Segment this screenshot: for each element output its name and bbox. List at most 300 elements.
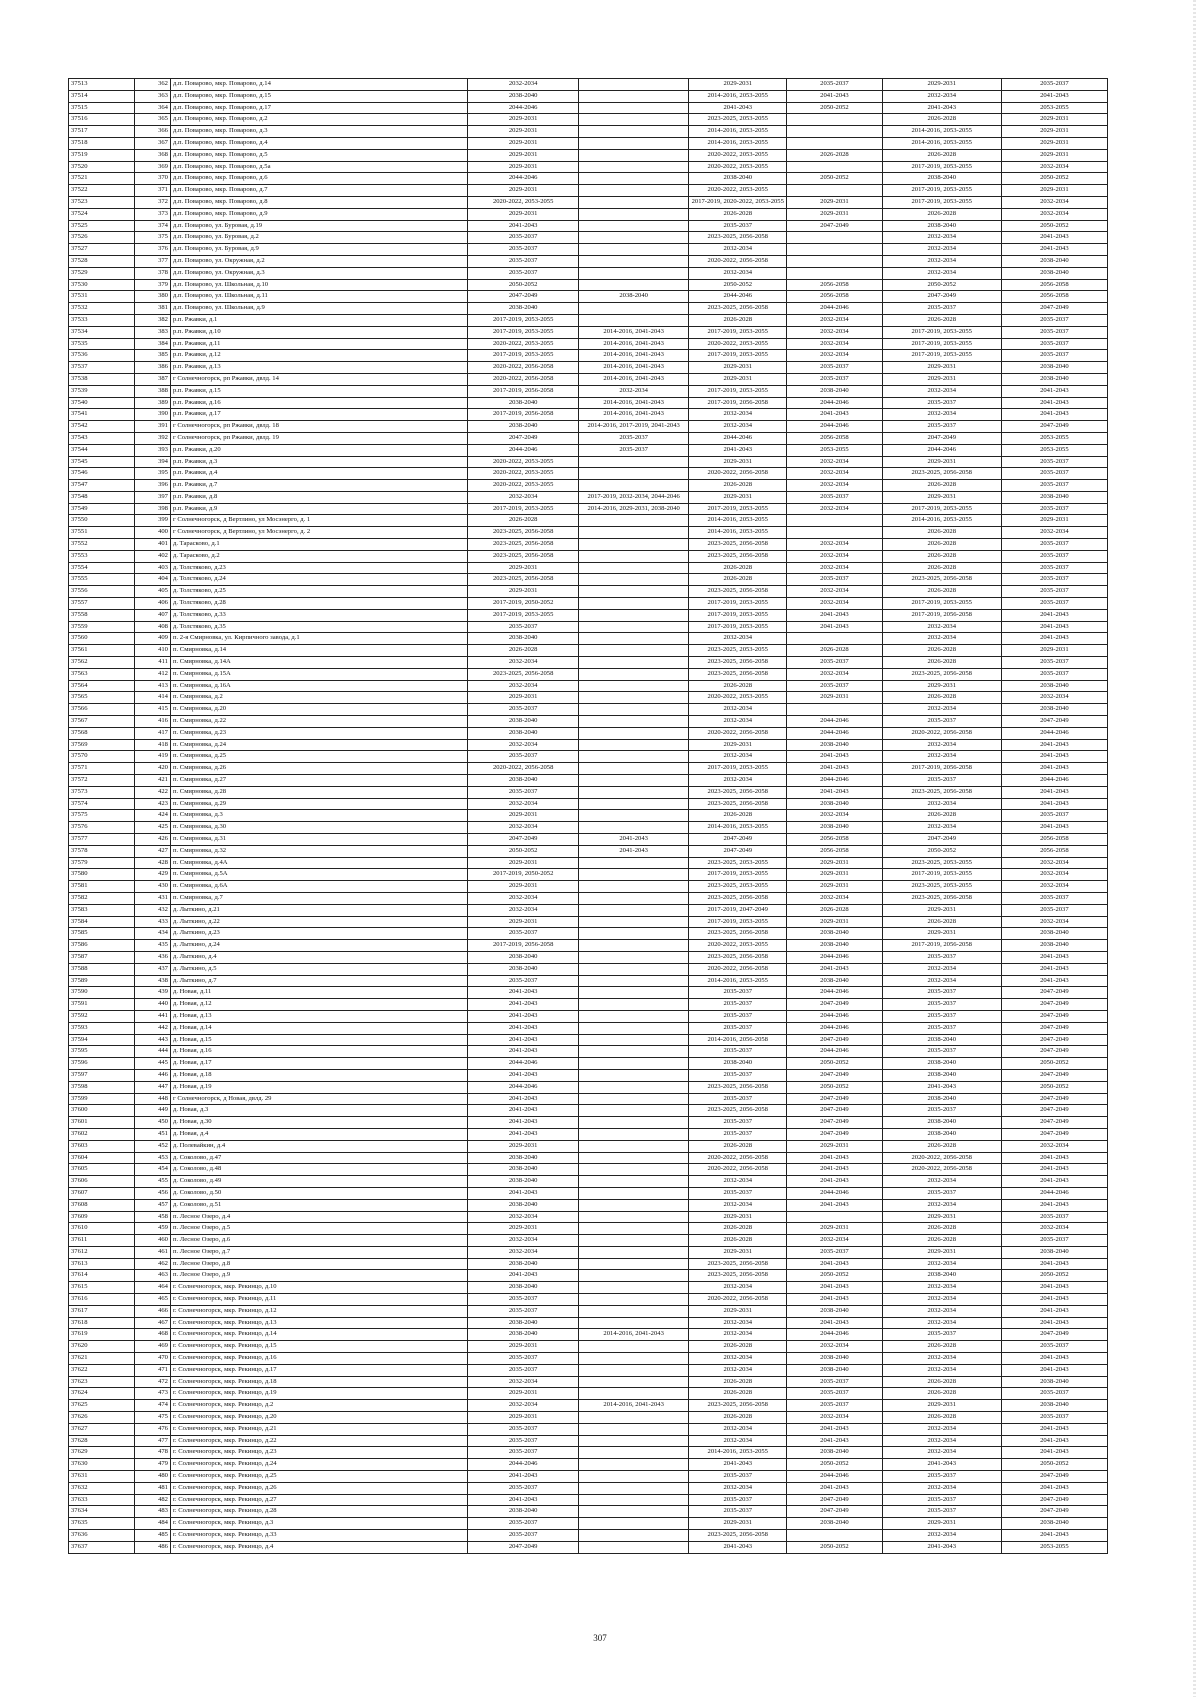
- period-2-cell: [578, 1223, 688, 1235]
- address-cell: п. Смирновка, д.2: [170, 692, 467, 704]
- period-6-cell: 2038-2040: [1001, 680, 1107, 692]
- period-2-cell: [578, 1246, 688, 1258]
- period-2-cell: [578, 1341, 688, 1353]
- table-row: [69, 1435, 1108, 1447]
- table-row: [69, 137, 1108, 149]
- address-cell: д. Новая, д.16: [170, 1046, 467, 1058]
- period-2-cell: [578, 1164, 688, 1176]
- period-3-cell: 2023-2025, 2056-2058: [689, 1400, 787, 1412]
- period-3-cell: 2020-2022, 2053-2055: [689, 692, 787, 704]
- period-2-cell: [578, 645, 688, 657]
- period-1-cell: 2029-2031: [468, 810, 578, 822]
- period-5-cell: 2035-2037: [882, 1471, 1001, 1483]
- period-3-cell: 2023-2025, 2056-2058: [689, 539, 787, 551]
- address-cell: г. Солнечногорск, мкр. Рекинцо, д.25: [170, 1471, 467, 1483]
- record-id-cell: 37529: [69, 267, 135, 279]
- record-id-cell: 37528: [69, 255, 135, 267]
- period-3-cell: 2017-2019, 2053-2055: [689, 916, 787, 928]
- row-number-cell: 367: [134, 137, 170, 149]
- period-3-cell: 2035-2037: [689, 1022, 787, 1034]
- period-3-cell: 2032-2034: [689, 1482, 787, 1494]
- period-2-cell: [578, 1211, 688, 1223]
- record-id-cell: 37573: [69, 786, 135, 798]
- period-1-cell: 2041-2043: [468, 1022, 578, 1034]
- period-1-cell: 2041-2043: [468, 1046, 578, 1058]
- period-6-cell: 2047-2049: [1001, 421, 1107, 433]
- period-4-cell: [787, 515, 883, 527]
- table-row: [69, 940, 1108, 952]
- table-row: [69, 798, 1108, 810]
- period-1-cell: 2044-2046: [468, 173, 578, 185]
- period-3-cell: 2032-2034: [689, 1176, 787, 1188]
- table-row: [69, 881, 1108, 893]
- period-4-cell: 2044-2046: [787, 421, 883, 433]
- address-cell: п. Смирновка, д.30: [170, 822, 467, 834]
- row-number-cell: 369: [134, 161, 170, 173]
- period-1-cell: 2044-2046: [468, 1459, 578, 1471]
- period-2-cell: [578, 1117, 688, 1129]
- period-5-cell: 2032-2034: [882, 975, 1001, 987]
- period-3-cell: 2026-2028: [689, 680, 787, 692]
- period-1-cell: 2017-2019, 2050-2052: [468, 598, 578, 610]
- table-row: [69, 1211, 1108, 1223]
- period-2-cell: [578, 1317, 688, 1329]
- record-id-cell: 37515: [69, 102, 135, 114]
- address-cell: р.п. Ржавки, д.13: [170, 362, 467, 374]
- period-2-cell: [578, 137, 688, 149]
- table-row: [69, 1270, 1108, 1282]
- period-6-cell: 2041-2043: [1001, 1423, 1107, 1435]
- period-6-cell: 2041-2043: [1001, 739, 1107, 751]
- period-1-cell: 2038-2040: [468, 1317, 578, 1329]
- record-id-cell: 37536: [69, 350, 135, 362]
- record-id-cell: 37563: [69, 668, 135, 680]
- period-2-cell: [578, 1187, 688, 1199]
- record-id-cell: 37562: [69, 657, 135, 669]
- address-cell: д. Лыткино, д.5: [170, 963, 467, 975]
- period-1-cell: 2035-2037: [468, 255, 578, 267]
- period-6-cell: 2041-2043: [1001, 409, 1107, 421]
- period-1-cell: 2038-2040: [468, 1282, 578, 1294]
- record-id-cell: 37560: [69, 633, 135, 645]
- period-5-cell: 2026-2028: [882, 480, 1001, 492]
- period-6-cell: 2032-2034: [1001, 1223, 1107, 1235]
- period-6-cell: 2050-2052: [1001, 1058, 1107, 1070]
- period-2-cell: [578, 1388, 688, 1400]
- period-3-cell: 2020-2022, 2053-2055: [689, 338, 787, 350]
- record-id-cell: 37630: [69, 1459, 135, 1471]
- row-number-cell: 457: [134, 1199, 170, 1211]
- period-4-cell: 2047-2049: [787, 1093, 883, 1105]
- address-cell: г. Солнечногорск, мкр. Рекинцо, д.26: [170, 1482, 467, 1494]
- table-row: [69, 692, 1108, 704]
- period-2-cell: [578, 916, 688, 928]
- period-4-cell: 2050-2052: [787, 1459, 883, 1471]
- address-cell: г. Солнечногорск, мкр. Рекинцо, д.21: [170, 1423, 467, 1435]
- period-1-cell: 2029-2031: [468, 1341, 578, 1353]
- period-1-cell: 2038-2040: [468, 421, 578, 433]
- period-1-cell: 2029-2031: [468, 161, 578, 173]
- period-1-cell: 2038-2040: [468, 775, 578, 787]
- period-2-cell: [578, 798, 688, 810]
- period-6-cell: 2035-2037: [1001, 456, 1107, 468]
- row-number-cell: 462: [134, 1258, 170, 1270]
- period-4-cell: 2044-2046: [787, 951, 883, 963]
- period-5-cell: 2035-2037: [882, 1329, 1001, 1341]
- record-id-cell: 37628: [69, 1435, 135, 1447]
- record-id-cell: 37611: [69, 1235, 135, 1247]
- table-row: [69, 232, 1108, 244]
- period-1-cell: 2047-2049: [468, 1541, 578, 1553]
- period-3-cell: 2023-2025, 2053-2055: [689, 857, 787, 869]
- period-6-cell: 2035-2037: [1001, 562, 1107, 574]
- period-2-cell: [578, 810, 688, 822]
- table-row: [69, 1541, 1108, 1553]
- period-4-cell: 2050-2052: [787, 173, 883, 185]
- period-5-cell: 2032-2034: [882, 1447, 1001, 1459]
- table-row: [69, 987, 1108, 999]
- address-cell: д. Толстяково, д.25: [170, 586, 467, 598]
- row-number-cell: 453: [134, 1152, 170, 1164]
- address-cell: р.п. Ржавки, д.7: [170, 480, 467, 492]
- table-row: [69, 822, 1108, 834]
- address-cell: д.п. Поварово, мкр. Поварово, д.9: [170, 208, 467, 220]
- address-cell: п. Смирновка, д.5А: [170, 869, 467, 881]
- record-id-cell: 37564: [69, 680, 135, 692]
- period-5-cell: 2023-2025, 2053-2055: [882, 857, 1001, 869]
- period-2-cell: [578, 668, 688, 680]
- record-id-cell: 37608: [69, 1199, 135, 1211]
- record-id-cell: 37583: [69, 904, 135, 916]
- period-2-cell: [578, 892, 688, 904]
- address-cell: р.п. Ржавки, д.9: [170, 503, 467, 515]
- period-5-cell: 2032-2034: [882, 739, 1001, 751]
- period-2-cell: [578, 126, 688, 138]
- period-5-cell: 2026-2028: [882, 1341, 1001, 1353]
- period-1-cell: 2038-2040: [468, 951, 578, 963]
- period-3-cell: 2032-2034: [689, 633, 787, 645]
- period-5-cell: 2023-2025, 2056-2058: [882, 468, 1001, 480]
- period-6-cell: 2035-2037: [1001, 1412, 1107, 1424]
- period-4-cell: [787, 255, 883, 267]
- period-2-cell: [578, 185, 688, 197]
- period-1-cell: 2035-2037: [468, 1435, 578, 1447]
- period-3-cell: 2032-2034: [689, 244, 787, 256]
- period-2-cell: [578, 1459, 688, 1471]
- period-2-cell: [578, 598, 688, 610]
- period-5-cell: 2032-2034: [882, 1176, 1001, 1188]
- address-cell: д. Тарасково, д.1: [170, 539, 467, 551]
- period-3-cell: 2035-2037: [689, 1069, 787, 1081]
- period-4-cell: 2032-2034: [787, 1341, 883, 1353]
- period-5-cell: 2029-2031: [882, 1518, 1001, 1530]
- period-5-cell: 2026-2028: [882, 550, 1001, 562]
- row-number-cell: 389: [134, 397, 170, 409]
- period-1-cell: 2041-2043: [468, 1270, 578, 1282]
- period-4-cell: 2035-2037: [787, 657, 883, 669]
- period-3-cell: 2020-2022, 2056-2058: [689, 255, 787, 267]
- period-3-cell: 2017-2019, 2053-2055: [689, 385, 787, 397]
- scan-edge: [1193, 0, 1196, 1697]
- table-row: [69, 1246, 1108, 1258]
- period-3-cell: 2017-2019, 2053-2055: [689, 503, 787, 515]
- period-1-cell: 2041-2043: [468, 1034, 578, 1046]
- period-1-cell: 2020-2022, 2053-2055: [468, 468, 578, 480]
- record-id-cell: 37625: [69, 1400, 135, 1412]
- row-number-cell: 376: [134, 244, 170, 256]
- table-row: [69, 1305, 1108, 1317]
- row-number-cell: 477: [134, 1435, 170, 1447]
- period-1-cell: 2020-2022, 2053-2055: [468, 338, 578, 350]
- period-3-cell: 2020-2022, 2056-2058: [689, 1294, 787, 1306]
- row-number-cell: 465: [134, 1294, 170, 1306]
- address-cell: д. Соколово, д.49: [170, 1176, 467, 1188]
- period-5-cell: 2050-2052: [882, 279, 1001, 291]
- period-4-cell: 2050-2052: [787, 1541, 883, 1553]
- period-5-cell: 2032-2034: [882, 1364, 1001, 1376]
- record-id-cell: 37555: [69, 574, 135, 586]
- period-2-cell: [578, 869, 688, 881]
- period-4-cell: 2041-2043: [787, 1164, 883, 1176]
- period-5-cell: 2026-2028: [882, 586, 1001, 598]
- period-3-cell: 2032-2034: [689, 1317, 787, 1329]
- period-3-cell: 2026-2028: [689, 1376, 787, 1388]
- period-5-cell: 2017-2019, 2053-2055: [882, 869, 1001, 881]
- address-cell: п. Смирновка, д.31: [170, 834, 467, 846]
- period-4-cell: 2038-2040: [787, 928, 883, 940]
- period-4-cell: 2053-2055: [787, 444, 883, 456]
- period-3-cell: 2023-2025, 2056-2058: [689, 1105, 787, 1117]
- period-2-cell: 2032-2034: [578, 385, 688, 397]
- record-id-cell: 37624: [69, 1388, 135, 1400]
- row-number-cell: 413: [134, 680, 170, 692]
- period-4-cell: 2041-2043: [787, 786, 883, 798]
- period-3-cell: 2047-2049: [689, 845, 787, 857]
- table-row: [69, 1329, 1108, 1341]
- period-4-cell: 2050-2052: [787, 1081, 883, 1093]
- period-5-cell: 2035-2037: [882, 1046, 1001, 1058]
- row-number-cell: 381: [134, 303, 170, 315]
- period-1-cell: 2032-2034: [468, 798, 578, 810]
- table-row: [69, 1022, 1108, 1034]
- period-3-cell: 2017-2019, 2053-2055: [689, 326, 787, 338]
- period-2-cell: [578, 480, 688, 492]
- record-id-cell: 37596: [69, 1058, 135, 1070]
- period-1-cell: 2035-2037: [468, 975, 578, 987]
- address-cell: п. Смирновка, д.24: [170, 739, 467, 751]
- address-cell: г. Солнечногорск, мкр. Рекинцо, д.3: [170, 1518, 467, 1530]
- period-6-cell: 2035-2037: [1001, 904, 1107, 916]
- period-4-cell: 2032-2034: [787, 468, 883, 480]
- period-3-cell: 2032-2034: [689, 409, 787, 421]
- record-id-cell: 37567: [69, 716, 135, 728]
- table-row: [69, 1081, 1108, 1093]
- period-4-cell: 2047-2049: [787, 1128, 883, 1140]
- period-5-cell: 2035-2037: [882, 999, 1001, 1011]
- record-id-cell: 37595: [69, 1046, 135, 1058]
- table-row: [69, 1482, 1108, 1494]
- period-5-cell: 2023-2025, 2056-2058: [882, 668, 1001, 680]
- period-4-cell: [787, 704, 883, 716]
- period-5-cell: 2029-2031: [882, 456, 1001, 468]
- period-5-cell: 2017-2019, 2056-2058: [882, 940, 1001, 952]
- record-id-cell: 37532: [69, 303, 135, 315]
- address-cell: д.п. Поварово, мкр. Поварово, д.5: [170, 149, 467, 161]
- period-3-cell: 2041-2043: [689, 1459, 787, 1471]
- period-2-cell: [578, 161, 688, 173]
- address-cell: д. Соколово, д.51: [170, 1199, 467, 1211]
- address-cell: п. Лесное Озеро, д.9: [170, 1270, 467, 1282]
- period-6-cell: 2032-2034: [1001, 527, 1107, 539]
- period-6-cell: 2035-2037: [1001, 550, 1107, 562]
- period-3-cell: 2023-2025, 2056-2058: [689, 232, 787, 244]
- period-5-cell: 2038-2040: [882, 1128, 1001, 1140]
- row-number-cell: 440: [134, 999, 170, 1011]
- period-1-cell: 2038-2040: [468, 1329, 578, 1341]
- table-row: [69, 904, 1108, 916]
- row-number-cell: 410: [134, 645, 170, 657]
- address-cell: г. Солнечногорск, мкр. Рекинцо, д.2: [170, 1400, 467, 1412]
- period-3-cell: 2029-2031: [689, 79, 787, 91]
- record-id-cell: 37635: [69, 1518, 135, 1530]
- period-2-cell: [578, 1128, 688, 1140]
- period-6-cell: 2038-2040: [1001, 1400, 1107, 1412]
- table-row: [69, 1282, 1108, 1294]
- record-id-cell: 37513: [69, 79, 135, 91]
- period-6-cell: 2035-2037: [1001, 350, 1107, 362]
- table-row: [69, 834, 1108, 846]
- period-1-cell: 2041-2043: [468, 1471, 578, 1483]
- period-2-cell: [578, 1530, 688, 1542]
- address-cell: р.п. Ржавки, д.10: [170, 326, 467, 338]
- period-1-cell: 2041-2043: [468, 1494, 578, 1506]
- period-4-cell: [787, 1530, 883, 1542]
- record-id-cell: 37516: [69, 114, 135, 126]
- address-cell: д. Новая, д.13: [170, 1010, 467, 1022]
- address-cell: п. Смирновка, д.14А: [170, 657, 467, 669]
- period-6-cell: 2047-2049: [1001, 987, 1107, 999]
- row-number-cell: 387: [134, 373, 170, 385]
- record-id-cell: 37542: [69, 421, 135, 433]
- period-1-cell: 2029-2031: [468, 562, 578, 574]
- period-3-cell: 2023-2025, 2056-2058: [689, 550, 787, 562]
- period-3-cell: 2038-2040: [689, 173, 787, 185]
- table-row: [69, 951, 1108, 963]
- record-id-cell: 37620: [69, 1341, 135, 1353]
- address-cell: р.п. Ржавки, д.16: [170, 397, 467, 409]
- table-row: [69, 1518, 1108, 1530]
- period-3-cell: 2023-2025, 2056-2058: [689, 1081, 787, 1093]
- record-id-cell: 37553: [69, 550, 135, 562]
- period-5-cell: 2026-2028: [882, 1140, 1001, 1152]
- period-5-cell: 2032-2034: [882, 90, 1001, 102]
- period-3-cell: 2038-2040: [689, 1058, 787, 1070]
- address-cell: п. Смирновка, д.25: [170, 751, 467, 763]
- period-1-cell: 2038-2040: [468, 1176, 578, 1188]
- period-2-cell: [578, 1353, 688, 1365]
- period-3-cell: 2020-2022, 2056-2058: [689, 468, 787, 480]
- period-4-cell: 2044-2046: [787, 1010, 883, 1022]
- period-2-cell: [578, 1199, 688, 1211]
- period-1-cell: 2032-2034: [468, 892, 578, 904]
- period-1-cell: 2035-2037: [468, 1364, 578, 1376]
- period-3-cell: 2023-2025, 2056-2058: [689, 1270, 787, 1282]
- table-row: [69, 444, 1108, 456]
- row-number-cell: 373: [134, 208, 170, 220]
- row-number-cell: 432: [134, 904, 170, 916]
- row-number-cell: 383: [134, 326, 170, 338]
- period-3-cell: 2017-2019, 2053-2055: [689, 869, 787, 881]
- period-3-cell: 2026-2028: [689, 1341, 787, 1353]
- period-1-cell: 2035-2037: [468, 1294, 578, 1306]
- period-4-cell: 2038-2040: [787, 822, 883, 834]
- table-row: [69, 185, 1108, 197]
- period-5-cell: 2038-2040: [882, 1117, 1001, 1129]
- period-1-cell: 2035-2037: [468, 232, 578, 244]
- period-1-cell: 2038-2040: [468, 1199, 578, 1211]
- period-6-cell: 2047-2049: [1001, 1506, 1107, 1518]
- period-2-cell: [578, 609, 688, 621]
- period-5-cell: 2032-2034: [882, 409, 1001, 421]
- period-4-cell: 2041-2043: [787, 963, 883, 975]
- period-3-cell: 2026-2028: [689, 1140, 787, 1152]
- record-id-cell: 37632: [69, 1482, 135, 1494]
- period-3-cell: 2023-2025, 2056-2058: [689, 798, 787, 810]
- row-number-cell: 416: [134, 716, 170, 728]
- period-6-cell: 2029-2031: [1001, 126, 1107, 138]
- row-number-cell: 469: [134, 1341, 170, 1353]
- address-cell: р.п. Ржавки, д.17: [170, 409, 467, 421]
- period-3-cell: 2023-2025, 2056-2058: [689, 928, 787, 940]
- record-id-cell: 37582: [69, 892, 135, 904]
- period-6-cell: 2041-2043: [1001, 1482, 1107, 1494]
- period-2-cell: [578, 1010, 688, 1022]
- period-1-cell: 2032-2034: [468, 822, 578, 834]
- period-3-cell: 2041-2043: [689, 1541, 787, 1553]
- period-4-cell: 2047-2049: [787, 220, 883, 232]
- table-row: [69, 1423, 1108, 1435]
- period-6-cell: 2038-2040: [1001, 491, 1107, 503]
- row-number-cell: 428: [134, 857, 170, 869]
- period-6-cell: 2035-2037: [1001, 79, 1107, 91]
- period-1-cell: 2017-2019, 2050-2052: [468, 869, 578, 881]
- period-5-cell: 2035-2037: [882, 951, 1001, 963]
- period-4-cell: 2056-2058: [787, 279, 883, 291]
- period-1-cell: 2017-2019, 2053-2055: [468, 314, 578, 326]
- period-3-cell: 2026-2028: [689, 1223, 787, 1235]
- period-6-cell: 2041-2043: [1001, 1353, 1107, 1365]
- period-1-cell: 2020-2022, 2056-2058: [468, 763, 578, 775]
- period-3-cell: 2035-2037: [689, 1187, 787, 1199]
- row-number-cell: 417: [134, 727, 170, 739]
- table-row: [69, 527, 1108, 539]
- period-4-cell: 2041-2043: [787, 751, 883, 763]
- period-1-cell: 2035-2037: [468, 244, 578, 256]
- period-2-cell: [578, 1294, 688, 1306]
- row-number-cell: 403: [134, 562, 170, 574]
- period-2-cell: [578, 1176, 688, 1188]
- period-1-cell: 2032-2034: [468, 79, 578, 91]
- address-cell: г Солнечногорск, д Вертлино, ул Мосэнерго, д. 2: [170, 527, 467, 539]
- address-cell: г. Солнечногорск, мкр. Рекинцо, д.22: [170, 1435, 467, 1447]
- row-number-cell: 439: [134, 987, 170, 999]
- period-2-cell: [578, 303, 688, 315]
- period-2-cell: 2014-2016, 2041-2043: [578, 1329, 688, 1341]
- table-row: [69, 1376, 1108, 1388]
- address-cell: д. Новая, д.14: [170, 1022, 467, 1034]
- period-3-cell: 2026-2028: [689, 480, 787, 492]
- period-4-cell: 2032-2034: [787, 668, 883, 680]
